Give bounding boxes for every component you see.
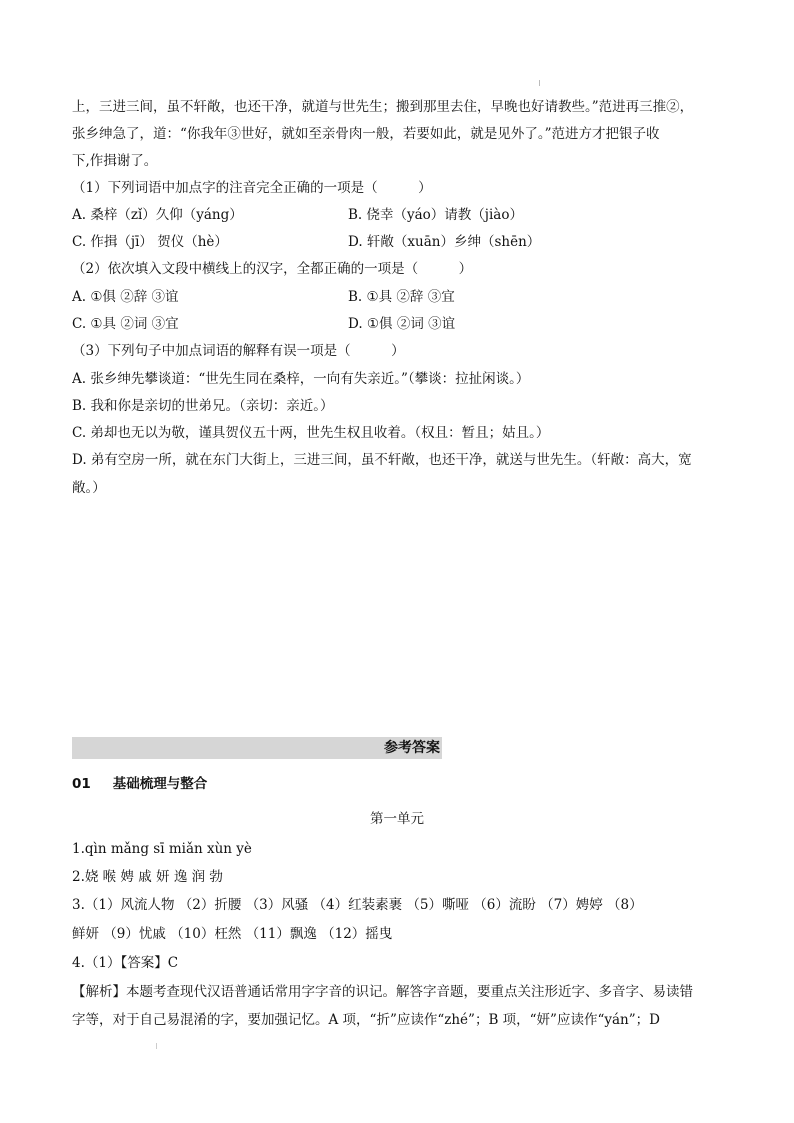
passage-line-3: 下,作揖谢了。 <box>72 153 158 169</box>
question-2-option-d: D. ①俱 ②词 ③谊 <box>348 316 456 332</box>
question-2-option-c: C. ①具 ②词 ③宜 <box>72 316 179 332</box>
question-3-option-c: C. 弟却也无以为敬，谨具贺仪五十两，世先生权且收着。（权且：暂且；姑且。） <box>72 425 550 441</box>
question-3-option-d-line-2: 敞。） <box>72 480 106 496</box>
question-3-option-d-line-1: D. 弟有空房一所，就在东门大街上，三进三间，虽不轩敞，也还干净，就送与世先生。（轩敞：高大，宽 <box>72 452 692 468</box>
question-3-stem: （3）下列句子中加点词语的解释有误一项是（ ） <box>72 343 405 359</box>
question-1-option-d: D. 轩敞（xuān）乡绅（shēn） <box>348 234 541 250</box>
answer-line-4: 鲜妍 （9）忧戚 （10）枉然 （11）飘逸 （12）摇曳 <box>72 926 393 942</box>
question-2-option-b: B. ①具 ②辞 ③宜 <box>348 289 455 305</box>
answer-line-7: 字等，对于自己易混淆的字，要加强记忆。A 项，“折”应读作“zhé”；B 项，“妍”应读作“yán”；D <box>72 1012 660 1028</box>
question-3-option-b: B. 我和你是亲切的世弟兄。（亲切：亲近。） <box>72 398 334 414</box>
question-2-option-a: A. ①俱 ②辞 ③谊 <box>72 289 179 305</box>
scan-mark <box>156 1043 157 1049</box>
passage-line-1: 上，三进三间，虽不轩敞，也还干净，就道与世先生；搬到那里去住，早晚也好请教些。”范进再三推②， <box>72 99 694 115</box>
question-1-stem: （1）下列词语中加点字的注音完全正确的一项是（ ） <box>72 180 432 196</box>
section-number: 01 <box>72 776 91 792</box>
section-heading <box>72 773 207 795</box>
unit-title: 第一单元 <box>370 811 424 827</box>
scan-mark <box>539 80 540 86</box>
question-1-option-c: C. 作揖（jī） 贺仪（hè） <box>72 234 228 250</box>
question-3-option-a: A. 张乡绅先攀谈道：“世先生同在桑梓，一向有失亲近。”（攀谈：拉扯闲谈。） <box>72 371 530 387</box>
answer-line-5: 4.（1）【答案】C <box>72 955 179 971</box>
answer-line-2: 2.娆 喉 娉 戚 妍 逸 润 勃 <box>72 869 223 885</box>
answer-line-6: 【解析】本题考查现代汉语普通话常用字字音的识记。解答字音题，要重点关注形近字、多音字、易读错 <box>72 984 693 1000</box>
question-1-option-a: A. 桑梓（zǐ）久仰（yáng） <box>72 207 243 223</box>
answer-line-3: 3.（1）风流人物 （2）折腰 （3）风骚 （4）红装素裹 （5）嘶哑 （6）流盼 （7）娉婷 （8） <box>72 897 643 913</box>
question-1-option-b: B. 侥幸（yáo）请教（jiào） <box>348 207 523 223</box>
section-title: 基础梳理与整合 <box>112 776 208 792</box>
question-2-stem: （2）依次填入文段中横线上的汉字，全都正确的一项是（ ） <box>72 261 473 277</box>
answer-line-1: 1.qìn mǎng sī miǎn xùn yè <box>72 841 252 857</box>
answer-title: 参考答案 <box>384 740 440 756</box>
passage-line-2: 张乡绅急了，道：“你我年③世好，就如至亲骨肉一般，若要如此，就是见外了。”范进方才把银子收 <box>72 126 660 142</box>
